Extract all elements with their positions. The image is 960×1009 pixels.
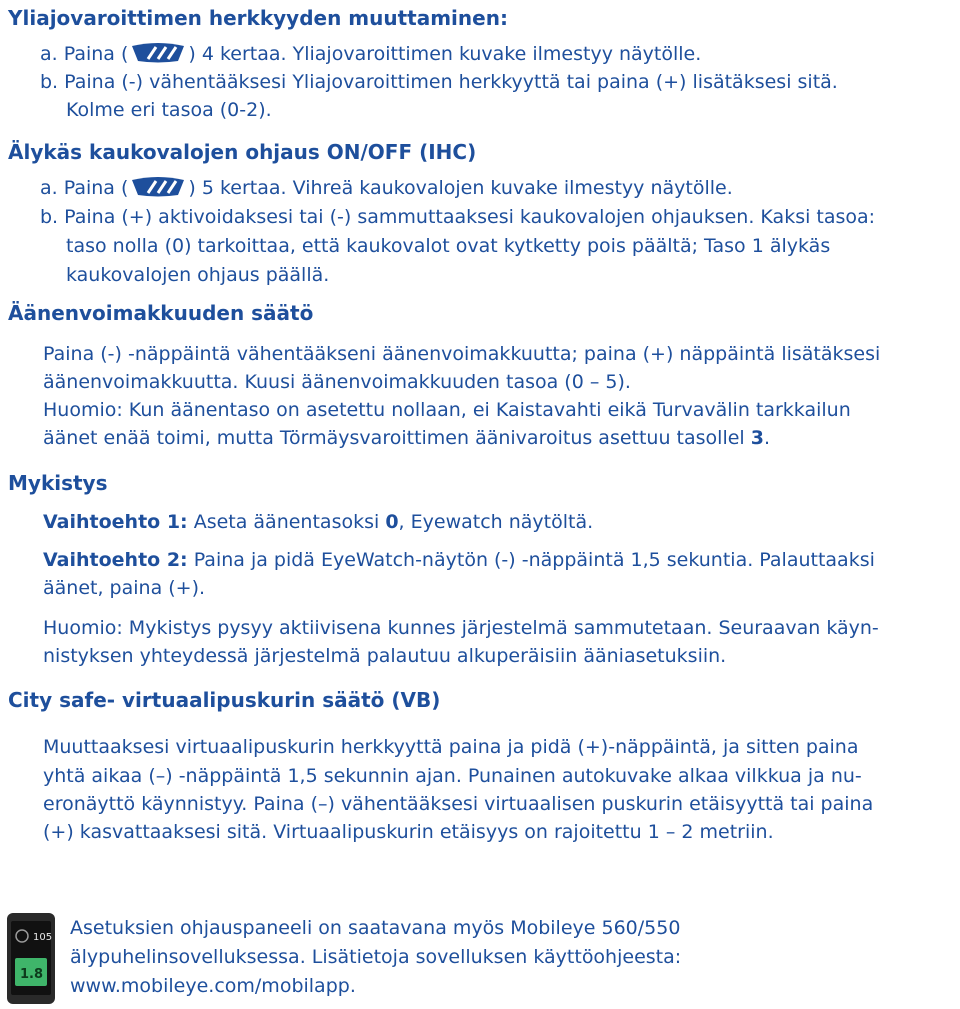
- menu-button-icon: [128, 42, 188, 64]
- note-line: nistyksen yhteydessä järjestelmä palautuu alkuperäisiin ääniasetuksiin.: [43, 645, 727, 667]
- option-2-line: Vaihtoehto 2: Paina ja pidä EyeWatch-näytön (-) -näppäintä 1,5 sekuntia. Palauttaaksi: [43, 549, 875, 571]
- note-line: Huomio: Kun äänentaso on asetettu nollaan, ei Kaistavahti eikä Turvavälin tarkkailun: [43, 399, 851, 421]
- section-title-overtaking-sensitivity: Yliajovaroittimen herkkyyden muuttaminen:: [8, 6, 508, 30]
- footer-link[interactable]: www.mobileye.com/mobilapp.: [70, 975, 356, 997]
- step-b-continuation: kaukovalojen ohjaus päällä.: [66, 264, 330, 286]
- footer-line: Asetuksien ohjauspaneeli on saatavana myös Mobileye 560/550: [70, 917, 681, 939]
- section-title-ihc: Älykäs kaukovalojen ohjaus ON/OFF (IHC): [8, 140, 477, 164]
- option-2-continuation: äänet, paina (+).: [43, 577, 206, 599]
- phone-top-value: 105: [33, 932, 53, 943]
- phone-display-value: 1.8: [20, 967, 44, 982]
- option-1-line: Vaihtoehto 1: Aseta äänentasoksi 0, Eyewatch näytöltä.: [43, 511, 594, 533]
- footer-line: älypuhelinsovelluksessa. Lisätietoja sovelluksen käyttöohjeesta:: [70, 946, 682, 968]
- smartphone-icon: [6, 912, 56, 1005]
- paragraph-line: äänenvoimakkuutta. Kuusi äänenvoimakkuuden tasoa (0 – 5).: [43, 371, 631, 393]
- step-a-line: a. Paina ( ) 5 kertaa. Vihreä kaukovalojen kuvake ilmestyy näytölle.: [40, 177, 733, 199]
- section-title-volume: Äänenvoimakkuuden säätö: [8, 301, 314, 325]
- menu-button-icon: [128, 176, 188, 198]
- note-line: Huomio: Mykistys pysyy aktiivisena kunnes järjestelmä sammutetaan. Seuraavan käyn-: [43, 617, 879, 639]
- step-b-continuation: Kolme eri tasoa (0-2).: [66, 99, 272, 121]
- section-title-virtual-bumper: City safe- virtuaalipuskurin säätö (VB): [8, 688, 441, 712]
- footer-note: [70, 914, 681, 1001]
- paragraph-line: eronäyttö käynnistyy. Paina (–) vähentääksesi virtuaalisen puskurin etäisyyttä tai paina: [43, 793, 874, 815]
- step-b-continuation: taso nolla (0) tarkoittaa, että kaukovalot ovat kytketty pois päältä; Taso 1 älykäs: [66, 235, 831, 257]
- paragraph-line: Muuttaaksesi virtuaalipuskurin herkkyyttä paina ja pidä (+)-näppäintä, ja sitten paina: [43, 736, 859, 758]
- step-b-line: b. Paina (+) aktivoidaksesi tai (-) sammuttaaksesi kaukovalojen ohjauksen. Kaksi tasoa:: [40, 206, 876, 228]
- note-line: äänet enää toimi, mutta Törmäysvaroittimen äänivaroitus asettuu tasollel 3.: [43, 427, 771, 449]
- paragraph-line: yhtä aikaa (–) -näppäintä 1,5 sekunnin ajan. Punainen autokuvake alkaa vilkkua ja nu-: [43, 765, 862, 787]
- step-a-line: a. Paina ( ) 4 kertaa. Yliajovaroittimen kuvake ilmestyy näytölle.: [40, 43, 702, 65]
- paragraph-line: (+) kasvattaaksesi sitä. Virtuaalipuskurin etäisyys on rajoitettu 1 – 2 metriin.: [43, 821, 774, 843]
- paragraph-line: Paina (-) -näppäintä vähentääkseni äänenvoimakkuutta; paina (+) näppäintä lisätäksesi: [43, 343, 881, 365]
- step-b-line: b. Paina (-) vähentääksesi Yliajovaroittimen herkkyyttä tai paina (+) lisätäksesi sitä.: [40, 71, 838, 93]
- section-title-mute: Mykistys: [8, 471, 108, 495]
